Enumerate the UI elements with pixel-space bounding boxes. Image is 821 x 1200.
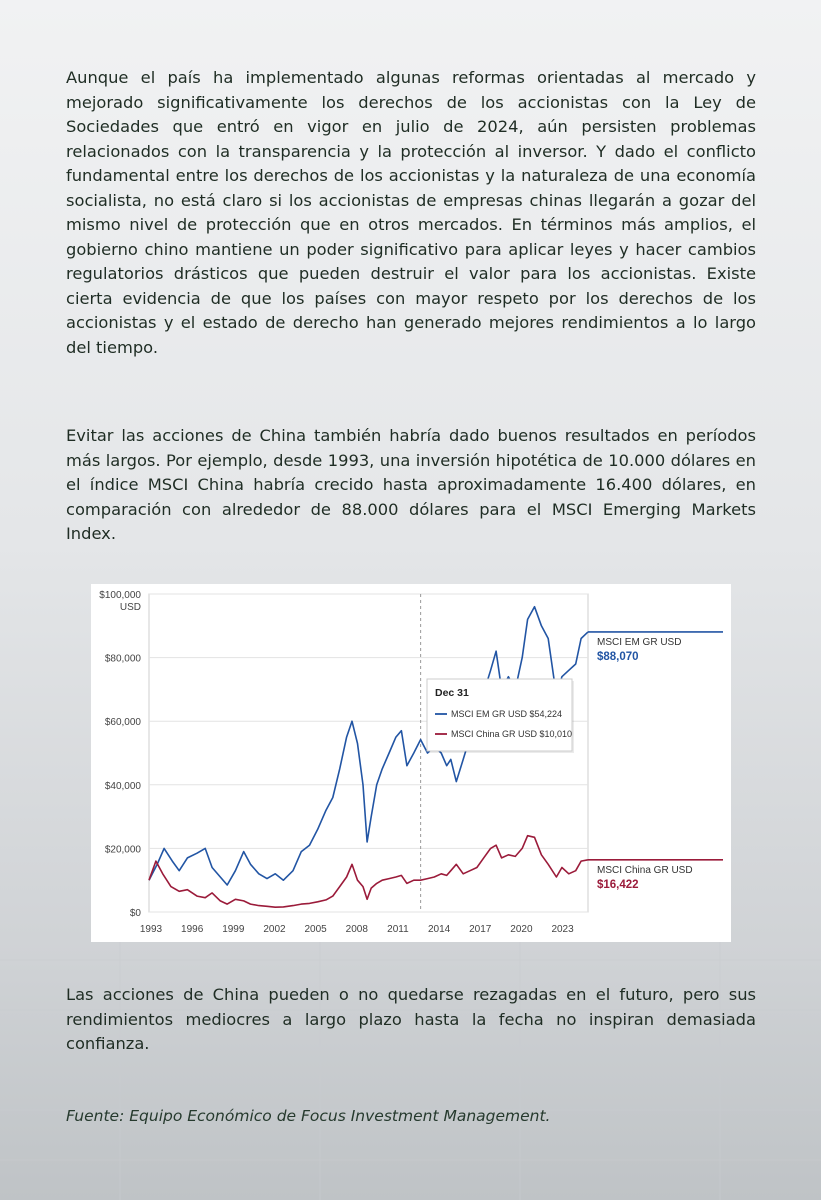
x-tick-label: 1993 (139, 924, 163, 935)
china-end-value: $16,422 (597, 878, 639, 891)
x-tick-label: 2014 (427, 924, 451, 935)
em-end-value: $88,070 (597, 650, 639, 663)
tooltip-row: MSCI China GR USD $10,010 (451, 729, 573, 739)
y-tick-label: $80,000 (104, 653, 141, 665)
y-unit-label: USD (119, 602, 141, 613)
performance-chart (91, 584, 731, 942)
x-tick-label: 1999 (222, 924, 245, 935)
x-tick-label: 2023 (551, 924, 574, 935)
x-tick-label: 2008 (345, 924, 368, 935)
x-tick-label: 2011 (387, 924, 409, 935)
x-tick-label: 2005 (304, 924, 327, 935)
china-series-name: MSCI China GR USD (597, 864, 693, 876)
tooltip-row: MSCI EM GR USD $54,224 (451, 709, 563, 719)
y-tick-label: $20,000 (104, 844, 141, 856)
x-tick-label: 2020 (510, 924, 533, 935)
em-series-name: MSCI EM GR USD (597, 636, 682, 648)
y-tick-label: $60,000 (104, 717, 141, 729)
paragraph-shareholder-rights: Aunque el país ha implementado algunas reformas orientadas al mercado y mejorado significativamente los derechos de los accionistas con la Ley de Sociedades que entró en vigor en julio de 2024, aún persisten problemas relacionados con la transparencia y la protección al inversor. Y dado el conflicto fundamental entre los derechos de los accionistas y la naturaleza de una economía socialista, no está claro si los accionistas de empresas chinas llegarán a gozar del mismo nivel de protección que en otros mercados. En términos más amplios, el gobierno chino mantiene un poder significativo para aplicar leyes y hacer cambios regulatorios drásticos que pueden destruir el valor para los accionistas. Existe cierta evidencia de que los países con mayor respeto por los derechos de los accionistas y el estado de derecho han generado mejores rendimientos a lo largo del tiempo. (66, 68, 756, 357)
y-tick-label: $100,000 (99, 590, 141, 601)
y-tick-label: $0 (129, 908, 141, 919)
x-tick-label: 2002 (263, 924, 286, 935)
paragraph-msci-comparison: Evitar las acciones de China también habría dado buenos resultados en períodos más largos. Por ejemplo, desde 1993, una inversión hipotética de 10.000 dólares en el índice MSCI China habría crecido hasta aproximadamente 16.400 dólares, en comparación con alrededor de 88.000 dólares para el MSCI Emerging Markets Index. (66, 426, 756, 543)
x-tick-label: 1996 (181, 924, 204, 935)
paragraph-conclusion: Las acciones de China pueden o no quedarse rezagadas en el futuro, pero sus rendimientos mediocres a largo plazo hasta la fecha no inspiran demasiada confianza. (66, 985, 756, 1053)
source-note: Fuente: Equipo Económico de Focus Investment Management. (66, 1107, 551, 1125)
performance-chart-svg (91, 584, 731, 942)
x-tick-label: 2017 (469, 924, 492, 935)
tooltip-title: Dec 31 (435, 687, 469, 699)
y-tick-label: $40,000 (104, 780, 141, 792)
